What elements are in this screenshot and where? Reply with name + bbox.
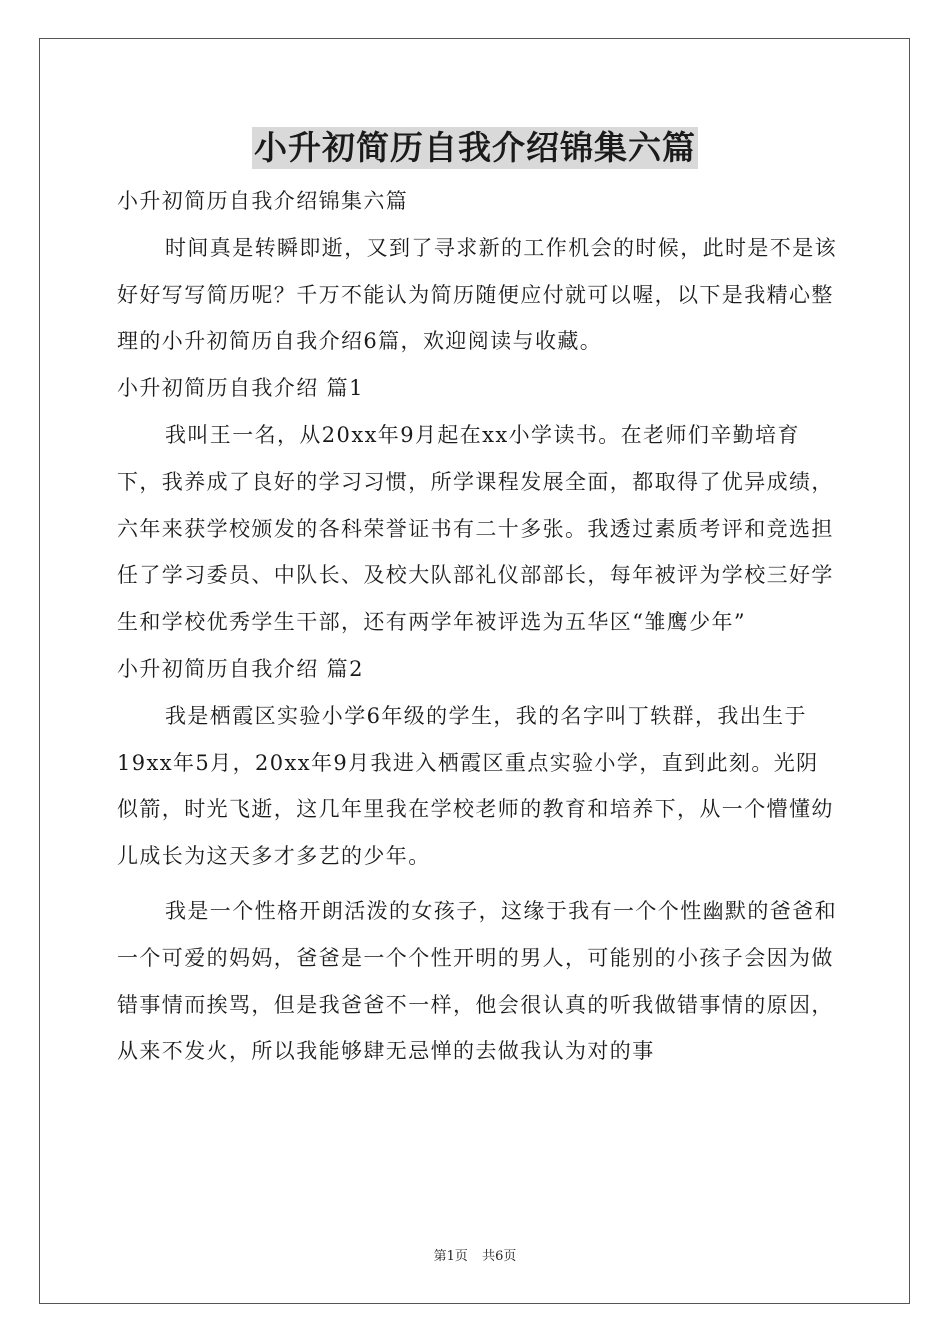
title-container — [0, 127, 950, 169]
page-footer — [0, 1249, 950, 1265]
body-paragraph: 我是一个性格开朗活泼的女孩子，这缘于我有一个个性幽默的爸爸和一个可爱的妈妈，爸爸是一个个性开明的男人，可能别的小孩子会因为做错事情而挨骂，但是我爸爸不一样，他会很认真的听我做错事情的原因，从来不发火，所以我能够肆无忌惮的去做我认为对的事 — [117, 898, 837, 1064]
body-paragraph: 我叫王一名，从20xx年9月起在xx小学读书。在老师们辛勤培育下，我养成了良好的学习习惯，所学课程发展全面，都取得了优异成绩，六年来获学校颁发的各科荣誉证书有二十多张。我透过素质考评和竞选担任了学习委员、中队长、及校大队部礼仪部部长，每年被评为学校三好学生和学校优秀学生干部，还有两学年被评选为五华区“雏鹰少年” — [117, 422, 834, 635]
body-paragraph: 我是栖霞区实验小学6年级的学生，我的名字叫丁轶群，我出生于19xx年5月，20xx年9月我进入栖霞区重点实验小学，直到此刻。光阴似箭，时光飞逝，这几年里我在学校老师的教育和培养下，从一个懵懂幼儿成长为这天多才多艺的少年。 — [117, 703, 834, 869]
total-pages: 共6页 — [482, 1249, 517, 1264]
page-number: 第1页 — [433, 1249, 468, 1264]
section-heading: 小升初简历自我介绍 篇2 — [117, 656, 364, 681]
document-body — [117, 178, 837, 1075]
section-heading: 小升初简历自我介绍锦集六篇 — [117, 189, 409, 213]
document-title: 小升初简历自我介绍锦集六篇 — [254, 128, 696, 167]
section-heading: 小升初简历自我介绍 篇1 — [117, 376, 364, 401]
body-paragraph: 时间真是转瞬即逝，又到了寻求新的工作机会的时候，此时是不是该好好写写简历呢？千万不能认为简历随便应付就可以喔，以下是我精心整理的小升初简历自我介绍6篇，欢迎阅读与收藏。 — [117, 235, 837, 354]
